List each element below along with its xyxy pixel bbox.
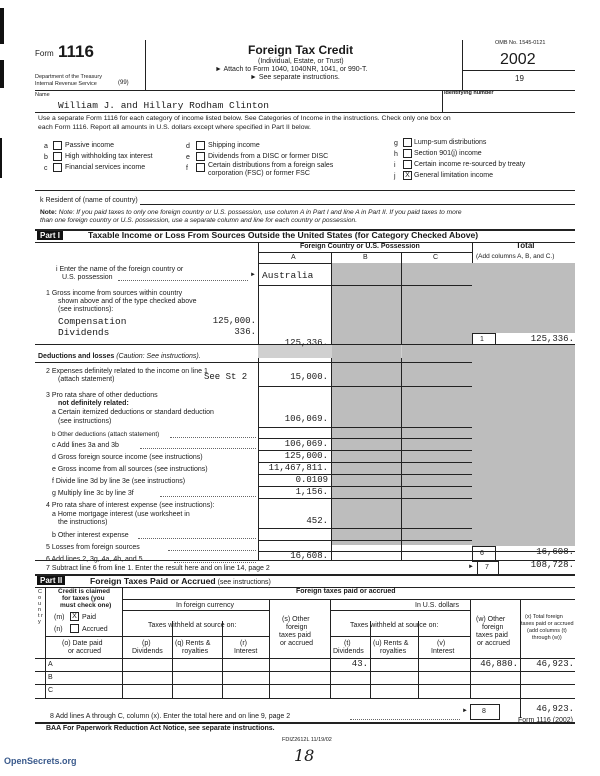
- line3f-label: f Divide line 3d by line 3e (see instructions): [52, 478, 186, 485]
- col-total-sub: (Add columns A, B, and C.): [476, 253, 555, 260]
- dept-line2: Internal Revenue Service: [35, 81, 97, 87]
- col-u2: royalties: [380, 648, 407, 655]
- sequence: (99): [118, 80, 129, 86]
- line8-label: 8 Add lines A through C, column (x). Enter the total here and on line 9, page 2: [50, 713, 291, 720]
- line1-number: 1: [480, 336, 484, 343]
- instructions-line2: each Form 1116. Report all amounts in U.S. dollars except where specified in Part II below.: [38, 124, 311, 131]
- line2-label: 2 Expenses definitely related to the income on line 1: [46, 368, 208, 375]
- col-v: (v): [437, 640, 446, 647]
- omb-number: OMB No. 1545-0121: [495, 40, 546, 46]
- col-q2: royalties: [182, 648, 209, 655]
- line4a-col-a[interactable]: 452.: [306, 516, 328, 526]
- col-t2: Dividends: [333, 648, 364, 655]
- handwritten-page-number: 18: [294, 746, 315, 765]
- form-number: 1116: [58, 42, 94, 61]
- col-x2: taxes paid or accrued: [521, 621, 574, 627]
- line3d-col-a[interactable]: 125,000.: [284, 451, 328, 461]
- line3g-label: g Multiply line 3c by line 3f: [52, 490, 134, 497]
- in-foreign-currency: In foreign currency: [176, 602, 234, 609]
- line4a-label: a Home mortgage interest (use worksheet in: [52, 511, 190, 518]
- row-a-other[interactable]: 46,880.: [480, 659, 518, 669]
- checkbox-f[interactable]: [196, 163, 205, 172]
- col-p: (p): [142, 640, 151, 647]
- col-x3: (add columns (t): [527, 628, 567, 634]
- line7-number: 7: [485, 564, 489, 571]
- compensation-label: Compensation: [58, 316, 127, 327]
- line1-total[interactable]: 125,336.: [530, 334, 574, 344]
- part2-title: Foreign Taxes Paid or Accrued (see instructions): [90, 576, 271, 586]
- line3f-col-a[interactable]: 0.0109: [295, 475, 328, 485]
- col-v2: Interest: [431, 648, 455, 655]
- shaded-area: [402, 263, 472, 545]
- col-s2: foreign: [286, 624, 308, 631]
- form-subtitle: (Individual, Estate, or Trust): [258, 58, 344, 65]
- form-reference: Form 1116 (2002): [518, 717, 573, 724]
- checkbox-b[interactable]: [53, 152, 62, 161]
- note-line1: Note: Note: If you paid taxes to only one foreign country or U.S. possession, use column A in Part I and line A in Part II. If you paid taxes to more: [40, 209, 462, 216]
- instructions-line1: Use a separate Form 1116 for each category of income listed below. See Categories of Income in the instructions. Check only one box on: [38, 115, 451, 122]
- paid-label: Paid: [82, 614, 97, 621]
- line3-label2: not definitely related:: [58, 400, 129, 407]
- form-word: Form: [35, 49, 54, 58]
- row-a-dividends[interactable]: 43.: [351, 659, 368, 669]
- col-s: (s) Other: [282, 616, 310, 623]
- part1-title: Taxable Income or Loss From Sources Outside the United States (for Category Checked Above): [88, 230, 479, 240]
- col-b: B: [363, 254, 368, 261]
- line2-col-a[interactable]: 15,000.: [290, 372, 328, 382]
- binding-mark: [0, 138, 2, 178]
- checkbox-h[interactable]: [403, 149, 412, 158]
- binding-mark: [0, 8, 4, 44]
- col-s3: taxes paid: [279, 632, 311, 639]
- foreign-taxes-head: Foreign taxes paid or accrued: [296, 588, 396, 595]
- line1-label2: shown above and of the type checked above: [58, 298, 197, 305]
- col-x: (x) Total foreign: [525, 614, 563, 620]
- col-q: (q) Rents &: [175, 640, 211, 647]
- line3a-label: a Certain itemized deductions or standard deduction: [52, 409, 214, 416]
- col-w2: foreign: [482, 624, 504, 631]
- credit-head1: Credit is claimed: [58, 588, 111, 595]
- line3a-label2: (see instructions): [58, 418, 112, 425]
- in-us-dollars: In U.S. dollars: [415, 602, 459, 609]
- paperwork-notice: BAA For Paperwork Reduction Act Notice, see separate instructions.: [46, 725, 275, 732]
- col-header-country: Foreign Country or U.S. Possession: [300, 243, 420, 250]
- binding-mark: [0, 60, 4, 88]
- tax-year: 2002: [500, 51, 536, 68]
- n-label: (n): [54, 626, 63, 633]
- attachment-seq: 19: [515, 74, 524, 83]
- attach-line: ► Attach to Form 1040, 1040NR, 1041, or 990-T.: [215, 66, 368, 73]
- checkbox-g[interactable]: [403, 138, 412, 147]
- col-w3: taxes paid: [476, 632, 508, 639]
- line2-label2: (attach statement): [58, 376, 115, 383]
- line3c-label: c Add lines 3a and 3b: [52, 442, 119, 449]
- compensation-value: 125,000.: [212, 316, 256, 326]
- credit-head2: for taxes (you: [62, 595, 105, 602]
- identifying-number-label: Identifying number: [444, 90, 494, 96]
- line6-number: 6: [480, 550, 484, 557]
- line7-label: 7 Subtract line 6 from line 1. Enter the result here and on line 14, page 2: [46, 565, 270, 572]
- opensecrets-watermark: OpenSecrets.org: [4, 756, 77, 766]
- country-a[interactable]: Australia: [262, 270, 314, 281]
- col-s4: or accrued: [280, 640, 314, 647]
- line4b-label: b Other interest expense: [52, 532, 129, 539]
- line1-label: 1 Gross income from sources within country: [46, 290, 183, 297]
- line1-label3: (see instructions):: [58, 306, 114, 313]
- country-side-label: C o u n t r y: [38, 589, 43, 625]
- row-b-label: B: [48, 674, 53, 681]
- shaded-area: [332, 263, 401, 545]
- line3c-col-a[interactable]: 106,069.: [284, 439, 328, 449]
- dept-line1: Department of the Treasury: [35, 74, 102, 80]
- line3e-label: e Gross income from all sources (see instructions): [52, 466, 208, 473]
- col-total: Total: [516, 241, 535, 250]
- withheld-us: Taxes withheld at source on:: [350, 622, 439, 629]
- col-o-label: (o) Date paid: [62, 640, 103, 647]
- line3a-col-a[interactable]: 106,069.: [284, 414, 328, 424]
- line8-total[interactable]: 46,923.: [536, 704, 574, 714]
- checkbox-a[interactable]: [53, 141, 62, 150]
- col-w: (w) Other: [476, 616, 506, 623]
- col-x4: through (w)): [532, 635, 562, 641]
- accrued-label: Accrued: [82, 626, 108, 633]
- shaded-area: [472, 344, 575, 546]
- part2-label: Part II: [37, 576, 65, 585]
- row-a-total[interactable]: 46,923.: [536, 659, 574, 669]
- line8-number: 8: [482, 708, 486, 715]
- line3b-label: b Other deductions (attach statement): [52, 431, 160, 438]
- line6-col-a[interactable]: 16,608.: [290, 551, 328, 561]
- see-instructions: ► See separate instructions.: [250, 74, 340, 81]
- taxpayer-name[interactable]: William J. and Hillary Rodham Clinton: [58, 100, 269, 111]
- col-r: (r): [240, 640, 247, 647]
- form-title: Foreign Tax Credit: [248, 43, 354, 57]
- col-p2: Dividends: [132, 648, 163, 655]
- col-t: (t): [344, 640, 351, 647]
- resident-label: k Resident of (name of country): [40, 197, 138, 204]
- line3-label: 3 Pro rata share of other deductions: [46, 392, 158, 399]
- name-label: Name: [35, 92, 50, 98]
- checkbox-i[interactable]: [403, 160, 412, 169]
- col-w4: or accrued: [477, 640, 511, 647]
- part1-label: Part I: [37, 231, 63, 240]
- checkbox-e[interactable]: [196, 152, 205, 161]
- col-a: A: [291, 254, 296, 261]
- line5-label: 5 Losses from foreign sources: [46, 544, 140, 551]
- col-c: C: [433, 254, 439, 261]
- col-u: (u) Rents &: [373, 640, 409, 647]
- checkbox-j[interactable]: X: [403, 171, 412, 180]
- checkbox-paid[interactable]: X: [70, 612, 79, 621]
- line6-total[interactable]: 16,608.: [536, 547, 574, 557]
- row-c-label: C: [48, 687, 54, 694]
- line3e-col-a[interactable]: 11,467,811.: [268, 463, 328, 473]
- line-i-label2: U.S. possession: [62, 274, 113, 281]
- deductions-header: Deductions and losses (Caution: See instructions).: [38, 353, 201, 360]
- line6-label: 6 Add lines 2, 3g, 4a, 4b, and 5: [46, 556, 143, 563]
- dividends-value: 336.: [234, 327, 256, 337]
- line7-total[interactable]: 108,728.: [530, 560, 574, 570]
- checkbox-accrued[interactable]: [70, 624, 79, 633]
- line4a-label2: the instructions): [58, 519, 108, 526]
- row-a-label: A: [48, 661, 53, 668]
- line4-label: 4 Pro rata share of interest expense (see instructions):: [46, 502, 215, 509]
- withheld-foreign: Taxes withheld at source on:: [148, 622, 237, 629]
- col-o-label2: or accrued: [68, 648, 102, 655]
- form-code: FDIZ2612L 11/19/02: [282, 737, 332, 743]
- line1-col-a[interactable]: 125,336.: [284, 338, 328, 348]
- checkbox-d[interactable]: [196, 141, 205, 150]
- credit-head3: must check one): [60, 602, 112, 609]
- line3d-label: d Gross foreign source income (see instructions): [52, 454, 203, 461]
- col-r2: Interest: [234, 648, 258, 655]
- line-i-label: i Enter the name of the foreign country or: [56, 266, 184, 273]
- note-line2: than one foreign country or U.S. possession, use a separate column and line for each country or possession.: [40, 217, 358, 224]
- dividends-label: Dividends: [58, 327, 110, 338]
- shaded-area: [472, 263, 575, 333]
- m-label: (m): [54, 614, 65, 621]
- checkbox-c[interactable]: [53, 163, 62, 172]
- line3g-col-a[interactable]: 1,156.: [295, 487, 328, 497]
- see-statement-2: See St 2: [204, 372, 248, 382]
